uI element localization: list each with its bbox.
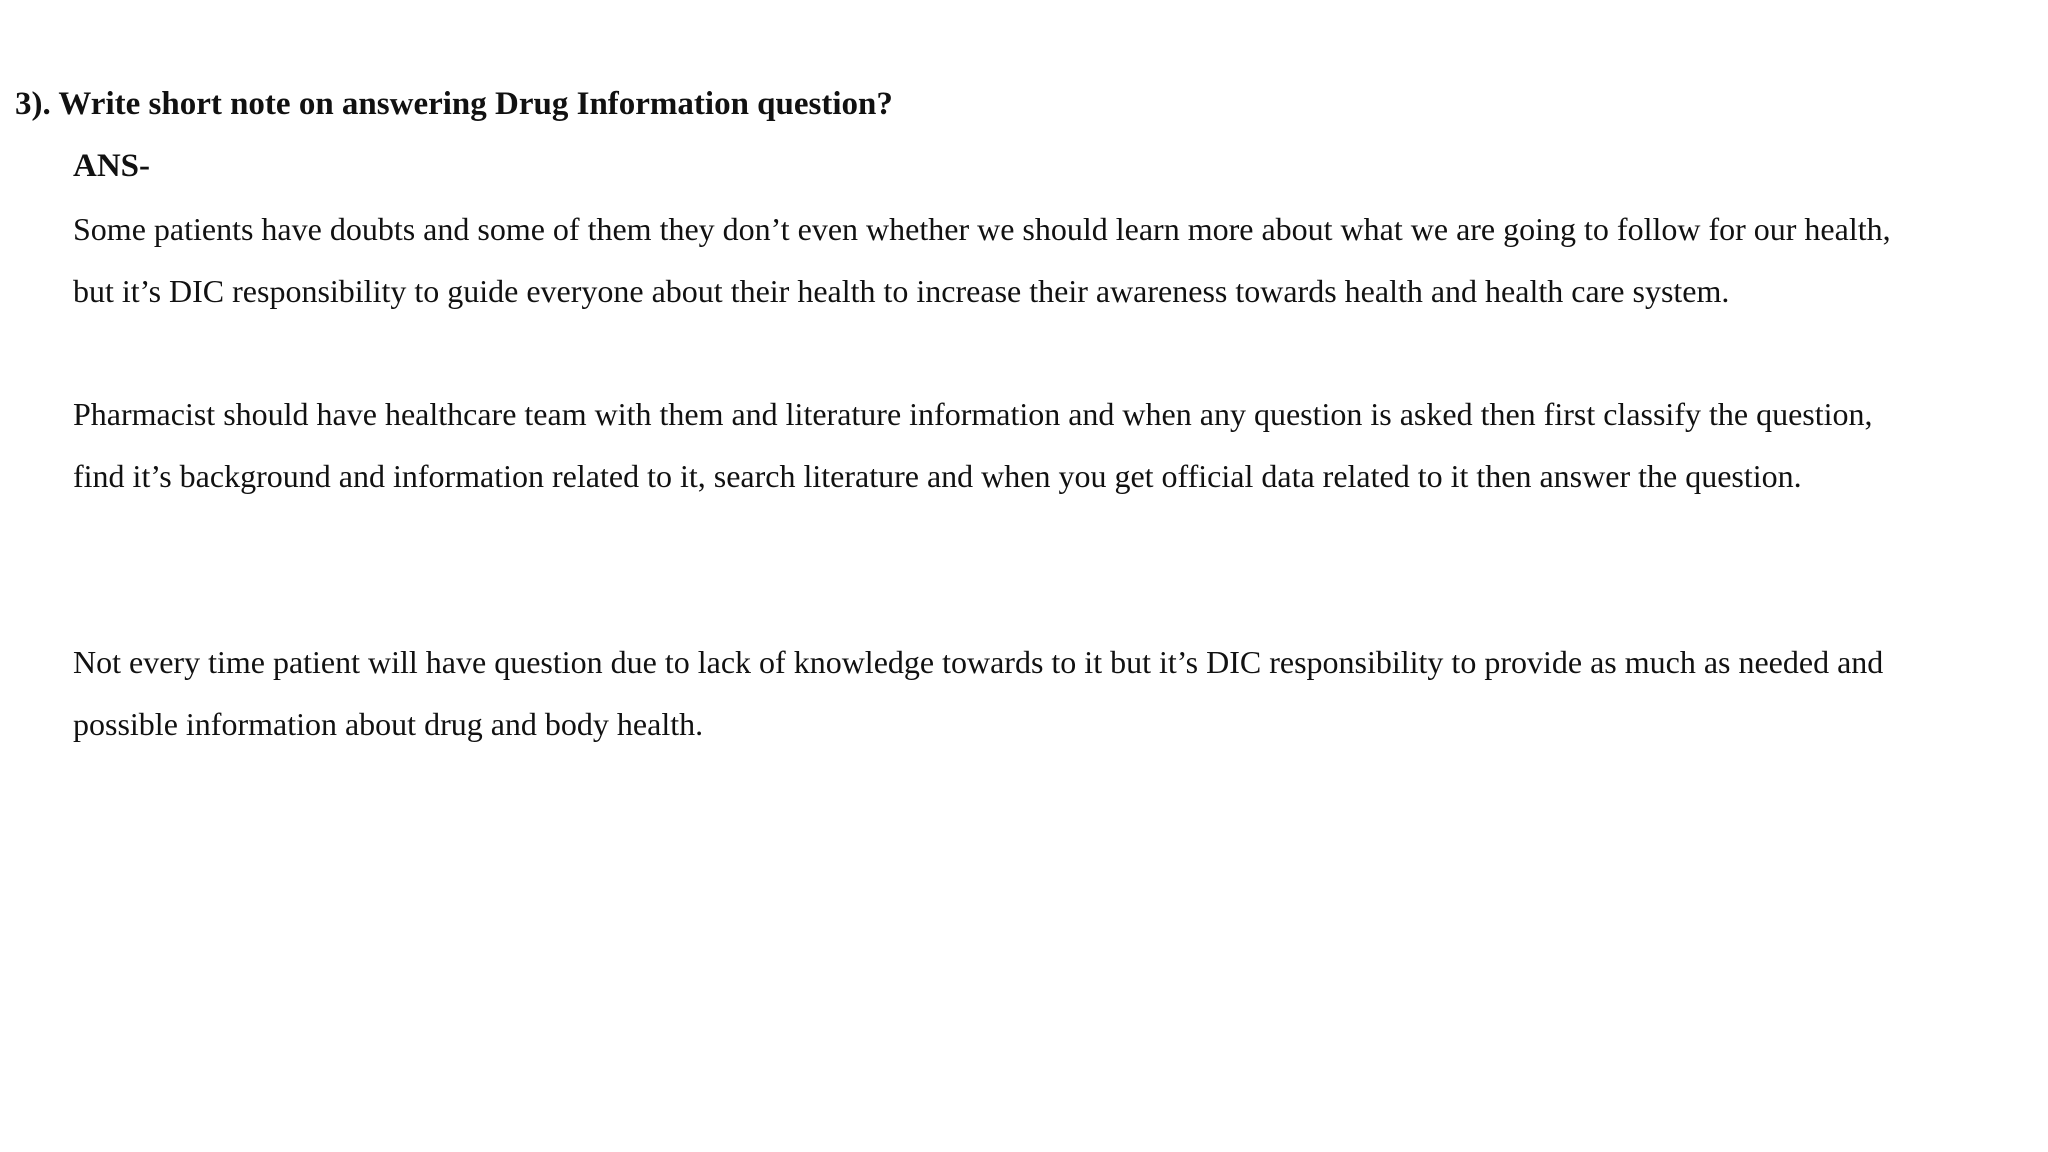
- paragraph-line: find it’s background and information related to it, search literature and when you get official data related to it then answer the question.: [73, 458, 1802, 494]
- question-heading: 3). Write short note on answering Drug Information question?: [15, 86, 893, 122]
- paragraph-line: Pharmacist should have healthcare team with them and literature information and when any question is asked then first classify the question,: [73, 396, 1873, 432]
- answer-paragraph-1: [73, 198, 2043, 322]
- paragraph-line: possible information about drug and body health.: [73, 706, 704, 742]
- answer-paragraph-2: [73, 383, 2043, 507]
- answer-paragraph-3: [73, 631, 2043, 755]
- paragraph-line: Not every time patient will have question due to lack of knowledge towards to it but it’s DIC responsibility to provide as much as needed and: [73, 644, 1884, 680]
- answer-label: ANS-: [73, 148, 151, 184]
- paragraph-line: Some patients have doubts and some of them they don’t even whether we should learn more about what we are going to follow for our health,: [73, 211, 1891, 247]
- paragraph-line: but it’s DIC responsibility to guide everyone about their health to increase their awareness towards health and health care system.: [73, 273, 1730, 309]
